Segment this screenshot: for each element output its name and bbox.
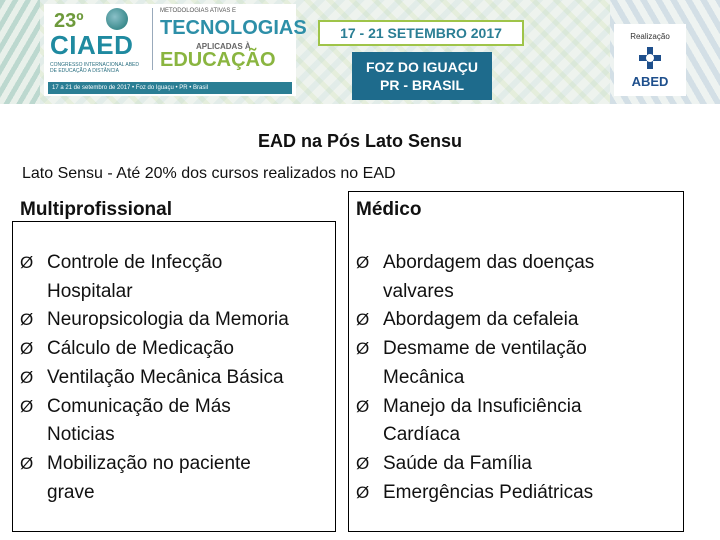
logo-date-strip: 17 a 21 de setembro de 2017 • Foz do Iguaçu • PR • Brasil — [48, 82, 292, 94]
topic-block — [156, 4, 307, 82]
column-multiprofissional — [12, 191, 336, 532]
slide-subtitle: Lato Sensu - Até 20% dos cursos realizados no EAD — [22, 165, 396, 182]
location-city: FOZ DO IGUAÇU — [366, 59, 478, 75]
ciaed-logo — [44, 4, 307, 96]
logo-divider — [152, 8, 153, 70]
list-item — [356, 450, 594, 479]
arrow-bullet-icon: Ø — [356, 253, 370, 272]
list-item-text: Abordagem da cefaleia — [383, 309, 579, 331]
event-name: CIAED — [50, 30, 134, 60]
event-dates: 17 - 21 SETEMBRO 2017 — [318, 20, 524, 46]
arrow-bullet-icon: Ø — [356, 453, 370, 473]
list-item-text: Emergências Pediátricas — [383, 481, 594, 503]
list-item — [20, 335, 289, 364]
list-item-text: grave — [47, 481, 95, 503]
topic-top: METODOLOGIAS ATIVAS E — [160, 8, 237, 14]
arrow-bullet-icon: Ø — [20, 310, 34, 330]
event-banner — [0, 0, 720, 104]
list-item-text: Cálculo de Medicação — [47, 338, 234, 360]
arrow-bullet-icon: Ø — [356, 310, 370, 330]
course-list — [20, 249, 289, 507]
list-item — [356, 393, 594, 450]
banner-pattern-left — [0, 0, 40, 104]
list-item — [20, 393, 289, 450]
topic-main: TECNOLOGIAS — [160, 17, 307, 39]
list-item-text: Ventilação Mecânica Básica — [47, 366, 284, 388]
organizer-block — [614, 24, 686, 96]
topic-mid: APLICADAS À — [196, 42, 251, 51]
arrow-bullet-icon: Ø — [356, 396, 370, 416]
column-header: Multiprofissional — [20, 199, 172, 220]
slide-title: EAD na Pós Lato Sensu — [257, 131, 463, 151]
list-item-text: Manejo da Insuficiência — [383, 395, 582, 417]
list-item-text: Desmame de ventilação — [383, 338, 587, 360]
globe-icon — [106, 8, 128, 30]
list-item — [20, 249, 289, 306]
list-item-text: valvares — [383, 280, 454, 302]
arrow-bullet-icon: Ø — [356, 482, 370, 502]
edition-number: 23º — [54, 10, 84, 32]
list-item-text: Cardíaca — [383, 424, 461, 446]
organizer-name: ABED — [631, 74, 669, 89]
arrow-bullet-icon: Ø — [20, 367, 34, 387]
list-item — [20, 306, 289, 335]
course-list — [356, 249, 594, 507]
list-item-text: Comunicação de Más — [47, 395, 231, 417]
list-item-text: Controle de Infecção — [47, 252, 223, 273]
column-medico — [348, 191, 684, 532]
list-item — [356, 335, 594, 392]
abed-logo-icon — [638, 46, 662, 70]
list-item — [356, 479, 594, 508]
list-item-text: Noticias — [47, 424, 115, 446]
arrow-bullet-icon: Ø — [356, 339, 370, 359]
list-item-text: Saúde da Família — [383, 452, 532, 474]
arrow-bullet-icon: Ø — [20, 339, 34, 359]
event-location — [352, 52, 492, 100]
list-item — [356, 249, 594, 306]
topic-bottom: EDUCAÇÃO — [160, 49, 276, 71]
list-item-text: Neuropsicologia da Memoria — [47, 309, 289, 331]
arrow-bullet-icon: Ø — [20, 253, 34, 272]
event-subtitle: CONGRESSO INTERNACIONAL ABED DE EDUCAÇÃO A DISTÂNCIA — [50, 62, 139, 74]
list-item-text: Mecânica — [383, 366, 465, 388]
list-item — [20, 450, 289, 507]
list-item-text: Mobilização no paciente — [47, 452, 251, 474]
arrow-bullet-icon: Ø — [20, 396, 34, 416]
arrow-bullet-icon: Ø — [20, 453, 34, 473]
location-state: PR - BRASIL — [380, 77, 464, 93]
list-item — [356, 306, 594, 335]
list-item-text: Abordagem das doenças — [383, 252, 595, 273]
list-item-text: Hospitalar — [47, 280, 133, 302]
column-header: Médico — [356, 199, 422, 220]
list-item — [20, 364, 289, 393]
organizer-label: Realização — [630, 32, 670, 41]
